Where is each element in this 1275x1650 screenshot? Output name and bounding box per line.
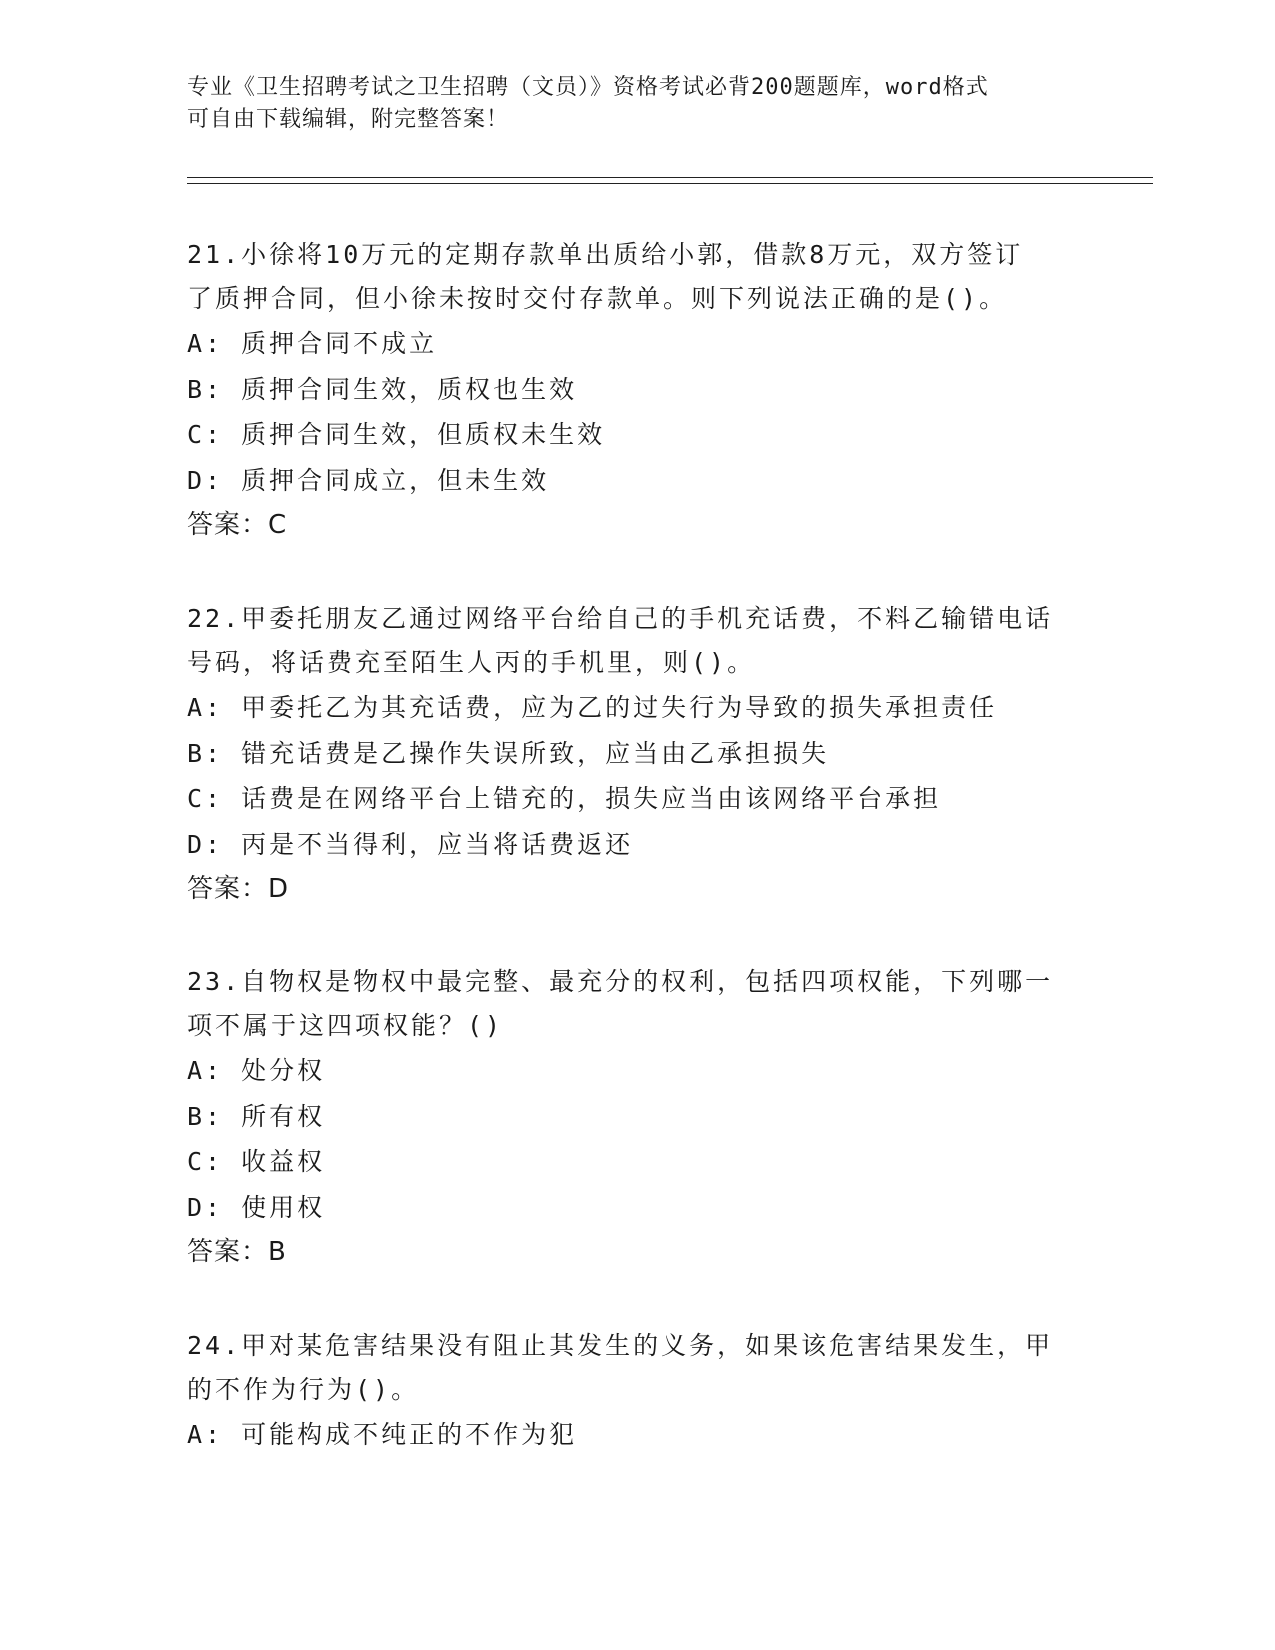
option-d: D: 丙是不当得利，应当将话费返还: [187, 829, 634, 859]
option-c: C: 话费是在网络平台上错充的，损失应当由该网络平台承担: [187, 784, 942, 813]
header-divider-top: [187, 177, 1153, 178]
option-a: A: 可能构成不纯正的不作为犯: [187, 1420, 578, 1449]
question-stem-line: 23.自物权是物权中最完整、最充分的权利，包括四项权能，下列哪一: [187, 967, 1054, 996]
header-divider-bottom: [187, 183, 1153, 184]
header-line-2: 可自由下载编辑，附完整答案！: [187, 107, 510, 132]
question-22: [187, 597, 1087, 913]
question-stem-line: 22.甲委托朋友乙通过网络平台给自己的手机充话费，不料乙输错电话: [187, 604, 1054, 633]
option-b: B: 质押合同生效，质权也生效: [187, 374, 578, 404]
question-21: [187, 233, 1087, 549]
option-b: B: 所有权: [187, 1101, 326, 1131]
header-line-1: 专业《卫生招聘考试之卫生招聘（文员）》资格考试必背200题题库，word格式: [187, 75, 989, 100]
question-stem-line: 21.小徐将10万元的定期存款单出质给小郭，借款8万元，双方签订: [187, 240, 1024, 269]
question-24: [187, 1324, 1087, 1458]
answer: 答案：B: [187, 1237, 287, 1267]
option-d: D: 使用权: [187, 1192, 326, 1222]
option-a: A: 甲委托乙为其充话费，应为乙的过失行为导致的损失承担责任: [187, 693, 998, 722]
option-b: B: 错充话费是乙操作失误所致，应当由乙承担损失: [187, 738, 830, 768]
option-c: C: 质押合同生效，但质权未生效: [187, 420, 606, 449]
question-stem-line: 24.甲对某危害结果没有阻止其发生的义务，如果该危害结果发生，甲: [187, 1331, 1054, 1360]
option-a: A: 处分权: [187, 1056, 326, 1085]
option-d: D: 质押合同成立，但未生效: [187, 465, 550, 495]
question-stem-line: 号码，将话费充至陌生人丙的手机里，则()。: [187, 648, 756, 677]
question-stem-line: 了质押合同，但小徐未按时交付存款单。则下列说法正确的是()。: [187, 284, 1008, 313]
option-a: A: 质押合同不成立: [187, 329, 438, 358]
question-23: [187, 960, 1087, 1276]
document-header: [187, 72, 1087, 136]
question-stem-line: 项不属于这四项权能？(): [187, 1011, 504, 1040]
option-c: C: 收益权: [187, 1147, 326, 1176]
answer: 答案：C: [187, 510, 288, 540]
answer: 答案：D: [187, 874, 290, 904]
question-stem-line: 的不作为行为()。: [187, 1375, 420, 1404]
